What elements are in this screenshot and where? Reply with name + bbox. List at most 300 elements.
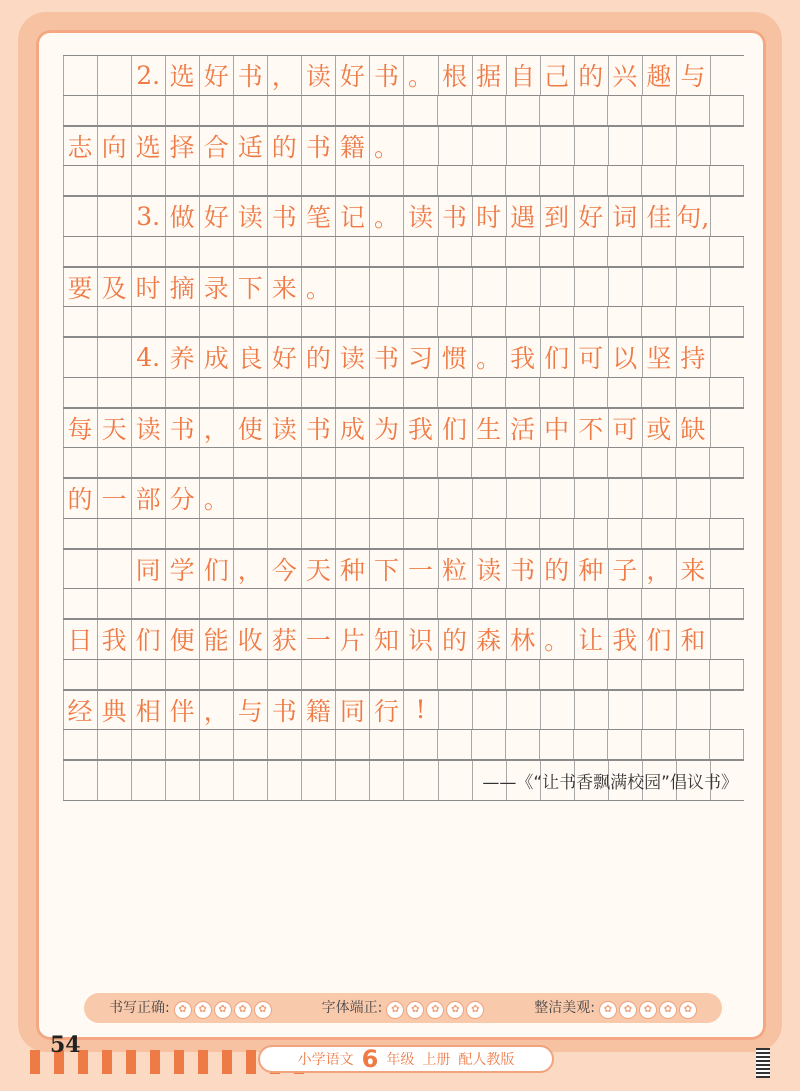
grid-cell — [573, 166, 607, 195]
star-icon[interactable]: ✿ — [659, 1001, 677, 1019]
grid-cell — [301, 378, 335, 407]
grid-cell — [199, 96, 233, 125]
grid-cell — [437, 589, 471, 618]
grid-cell — [403, 307, 437, 336]
star-icon[interactable]: ✿ — [406, 1001, 424, 1019]
char: 成 — [339, 414, 365, 444]
grid-cell — [675, 96, 709, 125]
grid-cell — [131, 448, 165, 477]
grid-cell — [574, 691, 608, 730]
char: 今 — [271, 555, 297, 585]
grid-cell — [641, 519, 675, 548]
char: 合 — [203, 132, 229, 162]
char: 持 — [680, 344, 706, 374]
blank-row — [63, 307, 744, 337]
char: 向 — [101, 132, 127, 162]
grid-cell — [335, 378, 369, 407]
grid-cell — [506, 268, 540, 307]
star-icon[interactable]: ✿ — [639, 1001, 657, 1019]
grid-cell — [267, 589, 301, 618]
char: 中 — [544, 414, 570, 444]
grid-cell — [505, 307, 539, 336]
char: 们 — [135, 626, 161, 656]
char: 识 — [407, 626, 433, 656]
grid-cell — [369, 589, 403, 618]
char: 一 — [101, 485, 127, 515]
grid-cell — [63, 378, 97, 407]
grid-cell — [335, 237, 369, 266]
grid-cell — [233, 166, 267, 195]
char: 书 — [305, 132, 331, 162]
row-text — [63, 56, 710, 95]
char: 同 — [135, 555, 161, 585]
grid-cell — [607, 660, 641, 689]
star-icon[interactable]: ✿ — [679, 1001, 697, 1019]
char: 摘 — [169, 273, 195, 303]
grid-cell — [199, 307, 233, 336]
grid-cell — [131, 589, 165, 618]
char: 部 — [135, 485, 161, 515]
char: 以 — [612, 344, 638, 374]
char: 好 — [203, 203, 229, 233]
grid-cell — [233, 237, 267, 266]
grid-cell — [131, 761, 165, 800]
char: 我 — [612, 626, 638, 656]
char: 的 — [544, 555, 570, 585]
char: 的 — [271, 132, 297, 162]
char: 好 — [203, 62, 229, 92]
char: 读 — [339, 344, 365, 374]
grid-cell — [573, 448, 607, 477]
grid-cell — [301, 589, 335, 618]
grid-cell — [539, 307, 573, 336]
char: 下 — [373, 555, 399, 585]
rating-stars[interactable] — [174, 1001, 272, 1019]
star-icon[interactable]: ✿ — [234, 1001, 252, 1019]
char: 书 — [510, 555, 536, 585]
grid-cell — [437, 166, 471, 195]
grid-cell — [710, 268, 744, 307]
char: 书 — [373, 344, 399, 374]
grid-cell — [369, 479, 403, 518]
char: 与 — [237, 696, 263, 726]
char: 。 — [373, 203, 399, 233]
char: 天 — [305, 555, 331, 585]
grid-cell — [437, 730, 471, 759]
grid-cell — [641, 448, 675, 477]
row-text — [63, 691, 438, 730]
grid-cell — [642, 691, 676, 730]
grid-cell — [403, 479, 437, 518]
text-row — [63, 55, 744, 96]
grid-cell — [710, 409, 744, 448]
grid-cell — [301, 237, 335, 266]
grid-cell — [131, 307, 165, 336]
blank-row — [63, 166, 744, 196]
grid-cell — [642, 268, 676, 307]
grid-cell — [437, 519, 471, 548]
char: 句, — [676, 203, 710, 233]
writing-grid — [63, 55, 744, 801]
char: 典 — [101, 696, 127, 726]
char: 及 — [101, 273, 127, 303]
grid-cell — [267, 660, 301, 689]
text-row — [63, 549, 744, 590]
rating-beauty — [534, 997, 697, 1019]
grid-cell — [63, 96, 97, 125]
grid-cell — [233, 479, 267, 518]
grid-cell — [301, 479, 335, 518]
grid-cell — [675, 730, 709, 759]
grid-cell — [267, 378, 301, 407]
char: 下 — [237, 273, 263, 303]
text-row — [63, 126, 744, 167]
char: 收 — [237, 626, 263, 656]
char: 养 — [169, 344, 195, 374]
grid-cell — [539, 378, 573, 407]
grid-cell — [165, 519, 199, 548]
grid-cell — [301, 96, 335, 125]
grid-cell — [675, 307, 709, 336]
grid-cell — [675, 660, 709, 689]
grid-cell — [641, 307, 675, 336]
grid-cell — [199, 237, 233, 266]
grid-cell — [506, 127, 540, 166]
rating-correct-label: 书写正确: — [108, 1000, 170, 1017]
grid-cell — [63, 730, 97, 759]
grid-cell — [438, 268, 472, 307]
grid-cell — [63, 519, 97, 548]
grid-cell — [709, 378, 744, 407]
char: 与 — [680, 62, 706, 92]
grid-cell — [301, 761, 335, 800]
grid-cell — [574, 127, 608, 166]
grid-cell — [233, 761, 267, 800]
grid-cell — [438, 479, 472, 518]
grid-cell — [641, 166, 675, 195]
book-subject: 小学语文 — [297, 1052, 354, 1068]
grid-cell — [641, 96, 675, 125]
grid-cell — [233, 307, 267, 336]
grid-cell — [131, 519, 165, 548]
grid-cell — [267, 307, 301, 336]
char: 择 — [169, 132, 195, 162]
grid-cell — [607, 307, 641, 336]
grid-cell — [472, 127, 506, 166]
grid-cell — [369, 448, 403, 477]
grid-cell — [505, 730, 539, 759]
grid-cell — [403, 660, 437, 689]
grid-cell — [573, 519, 607, 548]
grid-cell — [675, 237, 709, 266]
grid-cell — [301, 730, 335, 759]
grid-cell — [641, 730, 675, 759]
grid-cell — [505, 589, 539, 618]
grid-cell — [437, 448, 471, 477]
grid-cell — [97, 166, 131, 195]
grid-cell — [642, 479, 676, 518]
grid-cell — [607, 589, 641, 618]
grid-cell — [471, 237, 505, 266]
grid-cell — [369, 237, 403, 266]
char: 好 — [339, 62, 365, 92]
char: 让 — [578, 626, 604, 656]
char: 片 — [339, 626, 365, 656]
grid-cell — [505, 166, 539, 195]
char: 读 — [305, 62, 331, 92]
grid-cell — [709, 307, 744, 336]
char: 到 — [544, 203, 570, 233]
char: 种 — [339, 555, 365, 585]
grid-cell — [710, 197, 744, 236]
page-number: 54 — [50, 1032, 81, 1058]
char: 和 — [680, 626, 706, 656]
row-text — [63, 620, 710, 659]
grid-cell — [710, 620, 744, 659]
char: 们 — [544, 344, 570, 374]
char: 好 — [271, 344, 297, 374]
grid-cell — [233, 519, 267, 548]
grid-cell — [506, 691, 540, 730]
grid-cell — [471, 519, 505, 548]
star-icon[interactable]: ✿ — [386, 1001, 404, 1019]
grid-cell — [540, 127, 574, 166]
grid-cell — [131, 378, 165, 407]
char: 书 — [271, 203, 297, 233]
grid-cell — [301, 307, 335, 336]
grid-cell — [63, 166, 97, 195]
grid-cell — [335, 166, 369, 195]
grid-cell — [63, 660, 97, 689]
char: 我 — [510, 344, 536, 374]
grid-cell — [267, 730, 301, 759]
char: 。 — [476, 344, 502, 374]
char: 们 — [203, 555, 229, 585]
grid-cell — [471, 660, 505, 689]
char: 记 — [339, 203, 365, 233]
grid-cell — [403, 378, 437, 407]
row-text — [63, 479, 233, 518]
grid-cell — [267, 96, 301, 125]
char: 经 — [67, 696, 93, 726]
grid-cell — [233, 660, 267, 689]
grid-cell — [63, 307, 97, 336]
char: 缺 — [680, 414, 706, 444]
grid-cell — [97, 589, 131, 618]
char: ， — [271, 62, 297, 92]
grid-cell — [437, 96, 471, 125]
grid-cell — [505, 448, 539, 477]
grid-cell — [540, 268, 574, 307]
grid-cell — [403, 166, 437, 195]
char: 粒 — [442, 555, 468, 585]
char: 读 — [407, 203, 433, 233]
char: 。 — [407, 62, 433, 92]
grid-cell — [369, 166, 403, 195]
char: 书 — [271, 696, 297, 726]
grid-cell — [131, 237, 165, 266]
grid-cell — [131, 730, 165, 759]
grid-cell — [471, 730, 505, 759]
grid-cell — [471, 307, 505, 336]
grid-cell — [676, 691, 710, 730]
grid-cell — [506, 479, 540, 518]
char: 的 — [442, 626, 468, 656]
char: 不 — [578, 414, 604, 444]
char: 种 — [578, 555, 604, 585]
grid-cell — [676, 479, 710, 518]
grid-cell — [505, 519, 539, 548]
grid-cell — [471, 589, 505, 618]
blank-row — [63, 237, 744, 267]
text-row — [63, 267, 744, 308]
row-text — [63, 268, 335, 307]
grid-cell — [471, 448, 505, 477]
book-edition: 配人教版 — [458, 1052, 515, 1068]
grid-cell — [403, 127, 437, 166]
char: 活 — [510, 414, 536, 444]
blank-row — [63, 589, 744, 619]
char: 读 — [135, 414, 161, 444]
char: 惯 — [442, 344, 468, 374]
star-icon[interactable]: ✿ — [214, 1001, 232, 1019]
text-row — [63, 478, 744, 519]
grid-cell — [97, 660, 131, 689]
star-icon[interactable]: ✿ — [254, 1001, 272, 1019]
grid-cell — [165, 730, 199, 759]
blank-row — [63, 660, 744, 690]
star-icon[interactable]: ✿ — [174, 1001, 192, 1019]
grid-cell — [505, 237, 539, 266]
grid-cell — [607, 96, 641, 125]
grid-cell — [335, 589, 369, 618]
grid-cell — [573, 589, 607, 618]
grid-cell — [199, 660, 233, 689]
star-icon[interactable]: ✿ — [599, 1001, 617, 1019]
grid-cell — [267, 166, 301, 195]
grid-cell — [63, 237, 97, 266]
grid-cell — [165, 761, 199, 800]
star-icon[interactable]: ✿ — [194, 1001, 212, 1019]
char: 来 — [271, 273, 297, 303]
grid-cell — [539, 589, 573, 618]
star-icon[interactable]: ✿ — [619, 1001, 637, 1019]
grid-cell — [403, 268, 437, 307]
char: 读 — [271, 414, 297, 444]
grid-cell — [369, 761, 403, 800]
grid-cell — [641, 378, 675, 407]
char: 来 — [680, 555, 706, 585]
grid-cell — [710, 550, 744, 589]
grid-cell — [369, 730, 403, 759]
char: 获 — [271, 626, 297, 656]
grid-cell — [573, 660, 607, 689]
grid-cell — [369, 519, 403, 548]
grid-cell — [438, 691, 472, 730]
grid-cell — [97, 448, 131, 477]
char: 一 — [305, 626, 331, 656]
grid-cell — [63, 761, 97, 800]
grid-cell — [710, 127, 744, 166]
text-row — [63, 196, 744, 237]
blank-row — [63, 519, 744, 549]
grid-cell — [369, 96, 403, 125]
grid-cell — [709, 660, 744, 689]
book-badge — [258, 1045, 554, 1073]
grid-cell — [233, 448, 267, 477]
blank-row — [63, 378, 744, 408]
char: 习 — [407, 344, 433, 374]
grid-cell — [641, 660, 675, 689]
grid-cell — [472, 268, 506, 307]
rating-correct — [109, 997, 272, 1019]
grid-cell — [165, 589, 199, 618]
book-grade-number: 6 — [361, 1045, 379, 1073]
grid-cell — [710, 691, 744, 730]
row-text — [63, 338, 710, 377]
grid-cell — [607, 166, 641, 195]
grid-cell — [709, 96, 744, 125]
char: 读 — [476, 555, 502, 585]
grid-cell — [233, 378, 267, 407]
star-icon[interactable]: ✿ — [426, 1001, 444, 1019]
star-icon[interactable]: ✿ — [446, 1001, 464, 1019]
grid-cell — [199, 378, 233, 407]
grid-cell — [335, 660, 369, 689]
grid-cell — [403, 237, 437, 266]
grid-cell — [437, 307, 471, 336]
grid-cell — [675, 589, 709, 618]
grid-cell — [675, 378, 709, 407]
rating-stars[interactable] — [599, 1001, 697, 1019]
char: 的 — [578, 62, 604, 92]
char: 为 — [373, 414, 399, 444]
grid-cell — [607, 378, 641, 407]
grid-cell — [539, 166, 573, 195]
grid-cell — [165, 237, 199, 266]
grid-cell — [710, 479, 744, 518]
grid-cell — [369, 378, 403, 407]
grid-cell — [472, 479, 506, 518]
grid-cell — [199, 761, 233, 800]
rating-neat — [322, 997, 485, 1019]
grid-cell — [301, 519, 335, 548]
grid-cell — [437, 660, 471, 689]
book-grade-label: 年级 — [386, 1052, 415, 1068]
char: 子 — [612, 555, 638, 585]
grid-cell — [165, 660, 199, 689]
grid-cell — [709, 237, 744, 266]
text-row — [63, 337, 744, 378]
grid-cell — [97, 307, 131, 336]
grid-cell — [710, 56, 744, 95]
star-icon[interactable]: ✿ — [466, 1001, 484, 1019]
char: 坚 — [646, 344, 672, 374]
grid-cell — [267, 448, 301, 477]
char: 根 — [442, 62, 468, 92]
rating-beauty-label: 整洁美观: — [534, 1000, 595, 1017]
char: 森 — [476, 626, 502, 656]
grid-cell — [539, 448, 573, 477]
grid-cell — [675, 448, 709, 477]
grid-cell — [709, 589, 744, 618]
grid-cell — [710, 338, 744, 377]
rating-stars[interactable] — [386, 1001, 484, 1019]
grid-cell — [199, 519, 233, 548]
char: 书 — [373, 62, 399, 92]
char: 好 — [578, 203, 604, 233]
char: 们 — [646, 626, 672, 656]
